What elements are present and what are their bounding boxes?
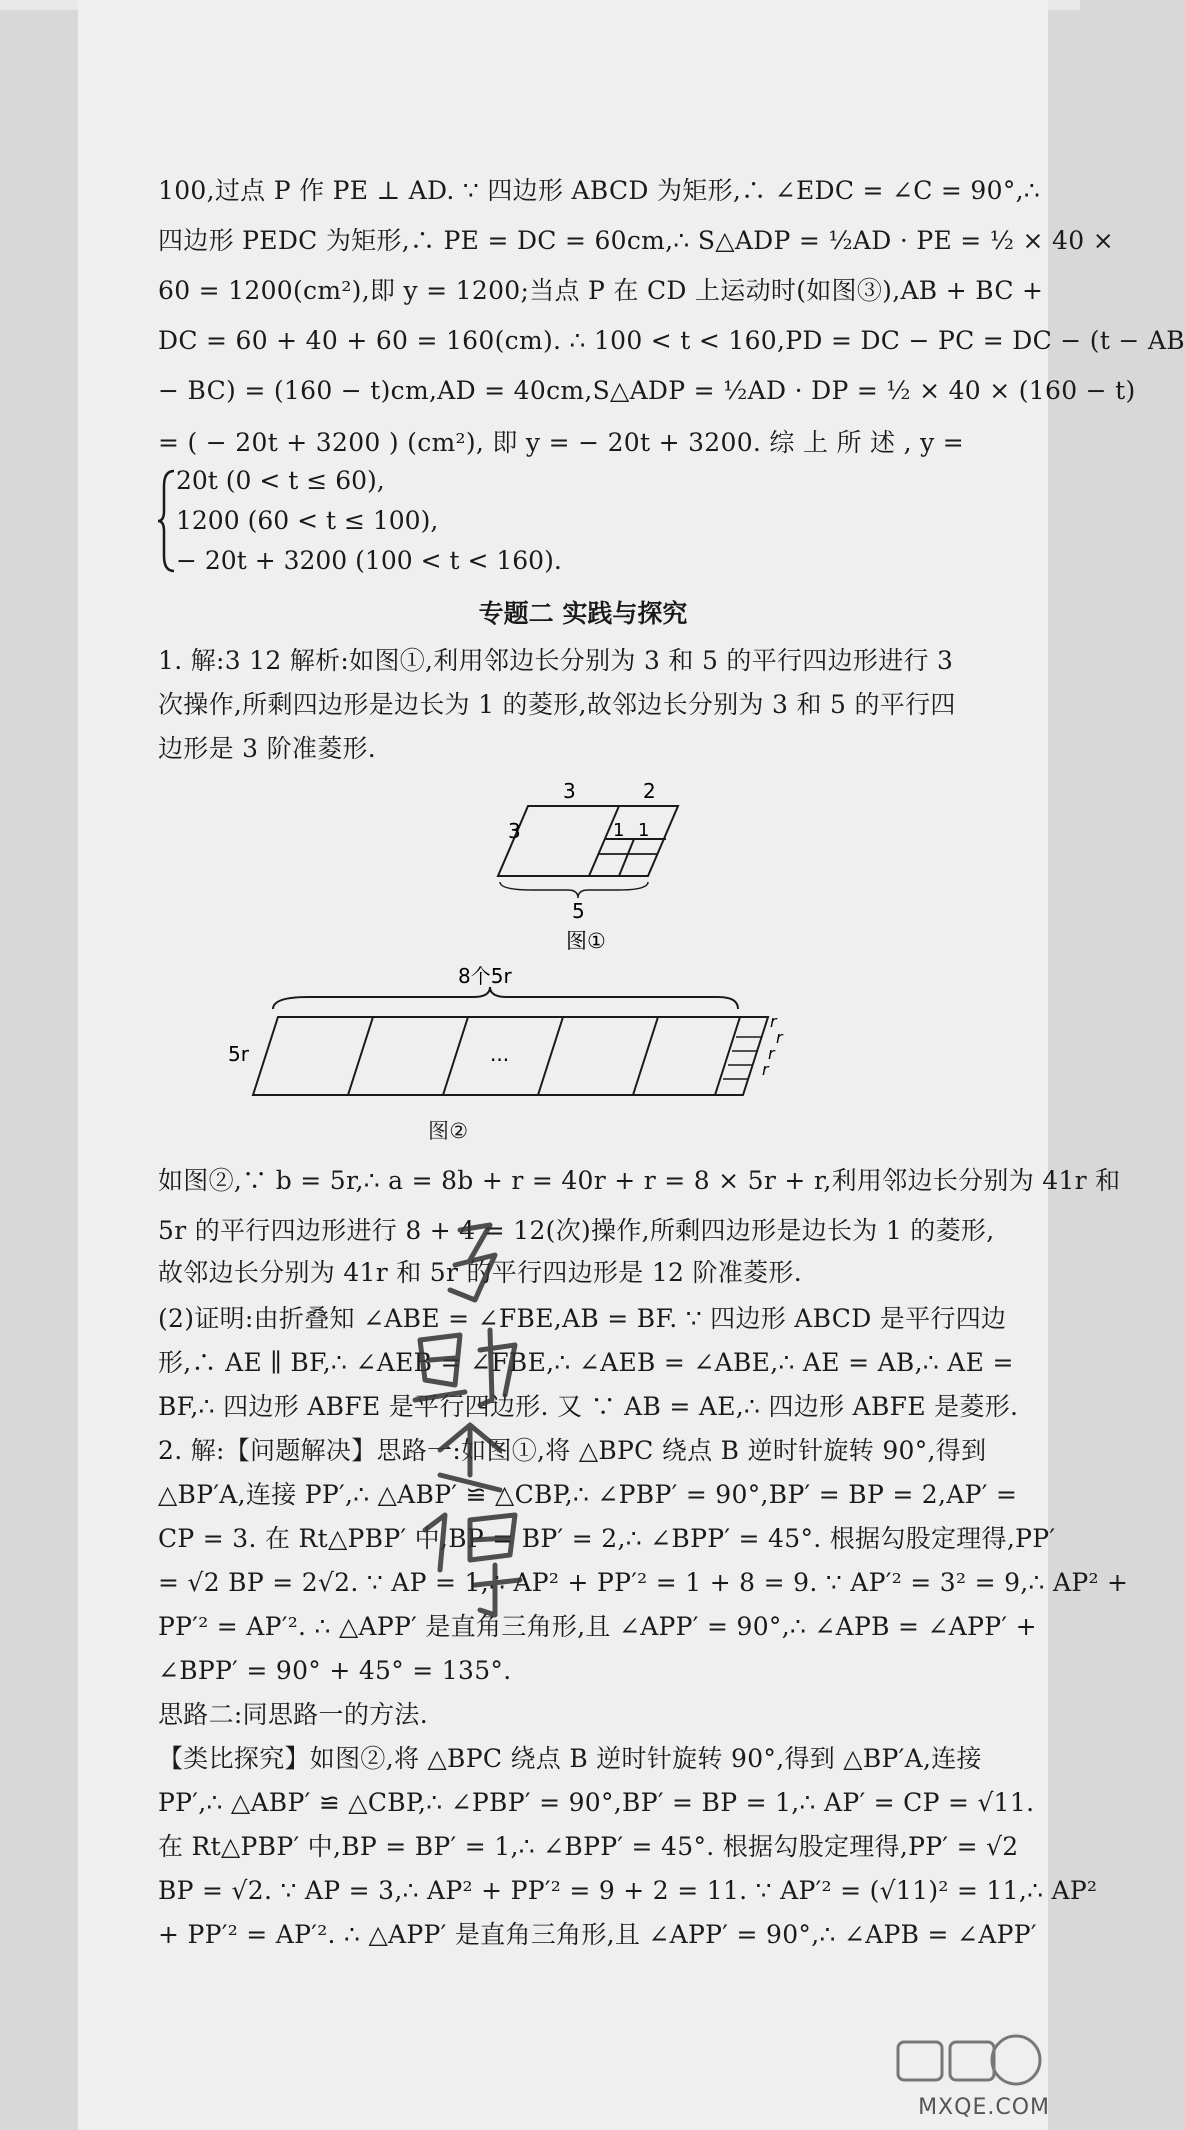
text-line: − BC) = (160 − t)cm,AD = 40cm,S△ADP = ½AD · DP = ½ × 40 × (160 − t): [158, 376, 1136, 405]
text-line: 在 Rt△PBP′ 中,BP = BP′ = 1,∴ ∠BPP′ = 45°. 根据勾股定理得,PP′ = √2: [158, 1832, 1019, 1861]
piecewise-case: 1200 (60 < t ≤ 100),: [176, 506, 439, 535]
text-line: 思路二:同思路一的方法.: [158, 1700, 428, 1729]
figure-2: [228, 961, 798, 1121]
fig1-label-left: 3: [508, 819, 521, 843]
text-line: ∠BPP′ = 90° + 45° = 135°.: [158, 1656, 512, 1685]
text-line: = √2 BP = 2√2. ∵ AP = 1,∴ AP² + PP′² = 1 + 8 = 9. ∵ AP′² = 3² = 9,∴ AP² +: [158, 1568, 1129, 1597]
section-title: 专题二 实践与探究: [478, 599, 688, 628]
fig1-label-top-left: 3: [563, 779, 576, 803]
text-line: (2)证明:由折叠知 ∠ABE = ∠FBE,AB = BF. ∵ 四边形 ABCD 是平行四边: [158, 1304, 1007, 1333]
text-line: 四边形 PEDC 为矩形,∴ PE = DC = 60cm,∴ S△ADP = ½AD · PE = ½ × 40 ×: [158, 226, 1114, 255]
fig1-label-bottom: 5: [572, 899, 585, 923]
handwritten-annotation: [400, 1210, 560, 1630]
piecewise-case: 20t (0 < t ≤ 60),: [176, 466, 385, 495]
text-line: 边形是 3 阶准菱形.: [158, 734, 377, 763]
text-line: 5r 的平行四边形进行 8 + 4 = 12(次)操作,所剩四边形是边长为 1 的菱形,: [158, 1216, 995, 1245]
watermark-text: MXQE.COM: [918, 2095, 1050, 2120]
piecewise-brace: [158, 466, 178, 576]
text-line: + PP′² = AP′². ∴ △APP′ 是直角三角形,且 ∠APP′ = 90°,∴ ∠APB = ∠APP′: [158, 1920, 1037, 1949]
text-line: 【类比探究】如图②,将 △BPC 绕点 B 逆时针旋转 90°,得到 △BP′A,连接: [158, 1744, 982, 1773]
text-line: = ( − 20t + 3200 ) (cm²), 即 y = − 20t + 3200. 综 上 所 述 , y =: [158, 428, 965, 457]
text-line: CP = 3. 在 Rt△PBP′ 中,BP = BP′ = 2,∴ ∠BPP′ = 45°. 根据勾股定理得,PP′: [158, 1524, 1056, 1553]
fig1-caption: 图①: [566, 929, 606, 953]
text-line: PP′,∴ △ABP′ ≌ △CBP,∴ ∠PBP′ = 90°,BP′ = BP = 1,∴ AP′ = CP = √11.: [158, 1788, 1035, 1817]
piecewise-case: − 20t + 3200 (100 < t < 160).: [176, 546, 562, 575]
text-line: 形,∴ AE ∥ BF,∴ ∠AEB = ∠FBE,∴ ∠AEB = ∠ABE,∴ AE = AB,∴ AE =: [158, 1348, 1014, 1377]
fig1-label-small2: 1: [638, 820, 650, 841]
text-line: BF,∴ 四边形 ABFE 是平行四边形. 又 ∵ AB = AE,∴ 四边形 ABFE 是菱形.: [158, 1392, 1019, 1421]
fig2-r-label: r: [776, 1028, 783, 1047]
fig2-r-label: r: [768, 1044, 775, 1063]
text-line: △BP′A,连接 PP′,∴ △ABP′ ≌ △CBP,∴ ∠PBP′ = 90°,BP′ = BP = 2,AP′ =: [158, 1480, 1018, 1509]
text-line: 60 = 1200(cm²),即 y = 1200;当点 P 在 CD 上运动时(如图③),AB + BC +: [158, 276, 1044, 305]
fig2-r-label: r: [762, 1060, 769, 1079]
fig1-label-small1: 1: [613, 820, 625, 841]
figure-1: [488, 776, 708, 956]
text-line: 次操作,所剩四边形是边长为 1 的菱形,故邻边长分别为 3 和 5 的平行四: [158, 690, 956, 719]
fig2-brace-label: 8个5r: [458, 964, 512, 988]
fig2-left-label: 5r: [228, 1042, 249, 1066]
fig2-dots: ...: [490, 1042, 510, 1066]
text-line: 100,过点 P 作 PE ⊥ AD. ∵ 四边形 ABCD 为矩形,∴ ∠EDC = ∠C = 90°,∴: [158, 176, 1041, 205]
fig2-r-label: r: [770, 1012, 777, 1031]
text-line: PP′² = AP′². ∴ △APP′ 是直角三角形,且 ∠APP′ = 90°,∴ ∠APB = ∠APP′ +: [158, 1612, 1037, 1641]
text-line: BP = √2. ∵ AP = 3,∴ AP² + PP′² = 9 + 2 = 11. ∵ AP′² = (√11)² = 11,∴ AP²: [158, 1876, 1098, 1905]
text-line: 故邻边长分别为 41r 和 5r 的平行四边形是 12 阶准菱形.: [158, 1258, 802, 1287]
text-line: 1. 解:3 12 解析:如图①,利用邻边长分别为 3 和 5 的平行四边形进行 3: [158, 646, 954, 675]
text-line: 如图②,∵ b = 5r,∴ a = 8b + r = 40r + r = 8 × 5r + r,利用邻边长分别为 41r 和: [158, 1166, 1121, 1195]
fig1-label-top-right: 2: [643, 779, 656, 803]
fig2-caption: 图②: [428, 1119, 469, 1143]
text-line: 2. 解:【问题解决】思路一:如图①,将 △BPC 绕点 B 逆时针旋转 90°,得到: [158, 1436, 987, 1465]
text-line: DC = 60 + 40 + 60 = 160(cm). ∴ 100 < t < 160,PD = DC − PC = DC − (t − AB: [158, 326, 1185, 355]
